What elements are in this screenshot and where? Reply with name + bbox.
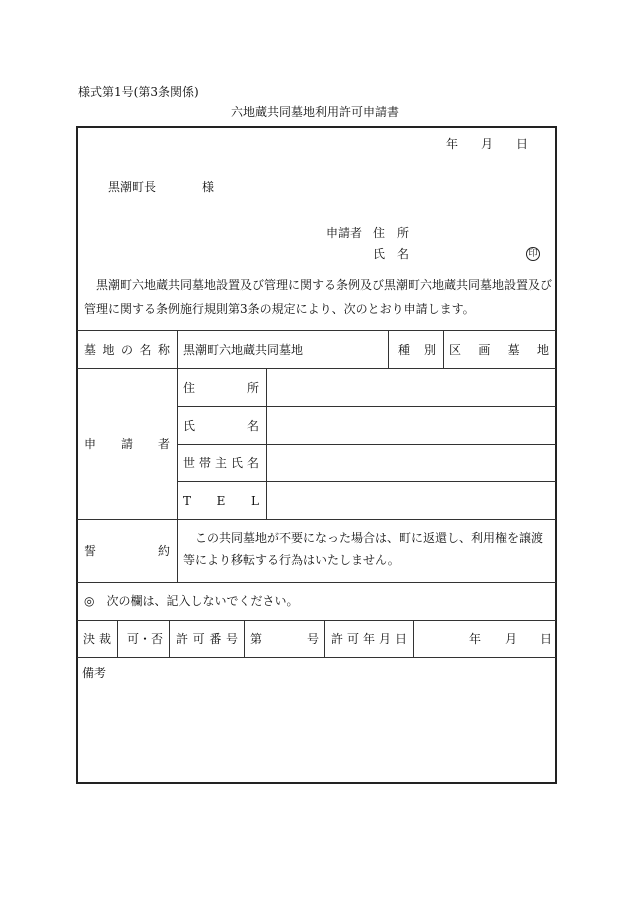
rule-decision-bottom bbox=[77, 657, 556, 658]
addressee-honorific: 様 bbox=[202, 180, 215, 194]
applicant-name-label: 氏 名 bbox=[373, 247, 410, 261]
permit-number-label: 許 可 番 号 bbox=[176, 632, 238, 646]
date-day: 日 bbox=[516, 137, 529, 151]
rule-decision-2 bbox=[169, 620, 170, 657]
permit-number-prefix: 第 bbox=[250, 632, 263, 646]
permit-date-month: 月 bbox=[505, 632, 518, 646]
applicant-label: 申請者 bbox=[326, 226, 363, 240]
rule-decision-4 bbox=[324, 620, 325, 657]
rule-address-bottom bbox=[177, 406, 556, 407]
rule-decision-3 bbox=[244, 620, 245, 657]
addressee-name: 黒潮町長 bbox=[108, 180, 157, 194]
rule-label-column bbox=[177, 330, 178, 582]
date-month: 月 bbox=[481, 137, 494, 151]
remarks-area[interactable] bbox=[82, 684, 552, 778]
field-address-label: 住 所 bbox=[183, 381, 259, 395]
applicant-section-label: 申 請 者 bbox=[84, 437, 170, 451]
seal-mark: 印 bbox=[526, 247, 540, 261]
field-tel-input[interactable] bbox=[272, 489, 550, 513]
permit-date-day: 日 bbox=[540, 632, 553, 646]
rule-applicant-fields bbox=[266, 368, 267, 519]
rule-cemetery-top bbox=[77, 330, 556, 331]
field-name-input[interactable] bbox=[272, 414, 550, 438]
oath-text: この共同墓地が不要になった場合は、町に返還し、利用権を譲渡等により移転する行為はいたしません。 bbox=[183, 531, 544, 567]
cemetery-type-value: 区 画 墓 地 bbox=[449, 343, 549, 357]
form-title: 六地蔵共同墓地利用許可申請書 bbox=[230, 105, 399, 119]
oath-label: 誓 約 bbox=[84, 544, 170, 558]
cemetery-type-label: 種 別 bbox=[398, 343, 436, 357]
rule-type-right bbox=[443, 330, 444, 368]
form-number: 様式第1号(第3条関係) bbox=[78, 85, 199, 99]
rule-type-left bbox=[388, 330, 389, 368]
cemetery-name-value: 黒潮町六地蔵共同墓地 bbox=[183, 343, 304, 357]
field-household-input[interactable] bbox=[272, 451, 550, 475]
rule-decision-5 bbox=[413, 620, 414, 657]
decision-value: 可・否 bbox=[127, 632, 164, 646]
permit-date-label: 許 可 年 月 日 bbox=[331, 632, 407, 646]
permit-number-suffix: 号 bbox=[307, 632, 320, 646]
date-year: 年 bbox=[446, 137, 459, 151]
rule-applicant-top bbox=[77, 368, 556, 369]
rule-name-bottom bbox=[177, 444, 556, 445]
decision-label: 決 裁 bbox=[83, 632, 111, 646]
field-name-label: 氏 名 bbox=[183, 419, 259, 433]
office-note: ◎ 次の欄は、記入しないでください。 bbox=[84, 594, 299, 608]
field-tel-label: T E L bbox=[183, 494, 259, 508]
permit-date-year: 年 bbox=[469, 632, 482, 646]
rule-household-bottom bbox=[177, 481, 556, 482]
rule-decision-1 bbox=[117, 620, 118, 657]
remarks-label: 備考 bbox=[82, 666, 107, 680]
cemetery-name-label: 墓 地 の 名 称 bbox=[84, 343, 170, 357]
rule-oath-top bbox=[77, 519, 556, 520]
rule-oath-bottom bbox=[77, 582, 556, 583]
intro-text: 黒潮町六地蔵共同墓地設置及び管理に関する条例及び黒潮町六地蔵共同墓地設置及び管理に関する条例施行規則第3条の規定により、次のとおり申請します。 bbox=[84, 278, 553, 316]
field-address-input[interactable] bbox=[272, 376, 550, 400]
rule-decision-top bbox=[77, 620, 556, 621]
field-household-label: 世 帯 主 氏 名 bbox=[183, 456, 259, 470]
applicant-address-label: 住 所 bbox=[373, 226, 410, 240]
